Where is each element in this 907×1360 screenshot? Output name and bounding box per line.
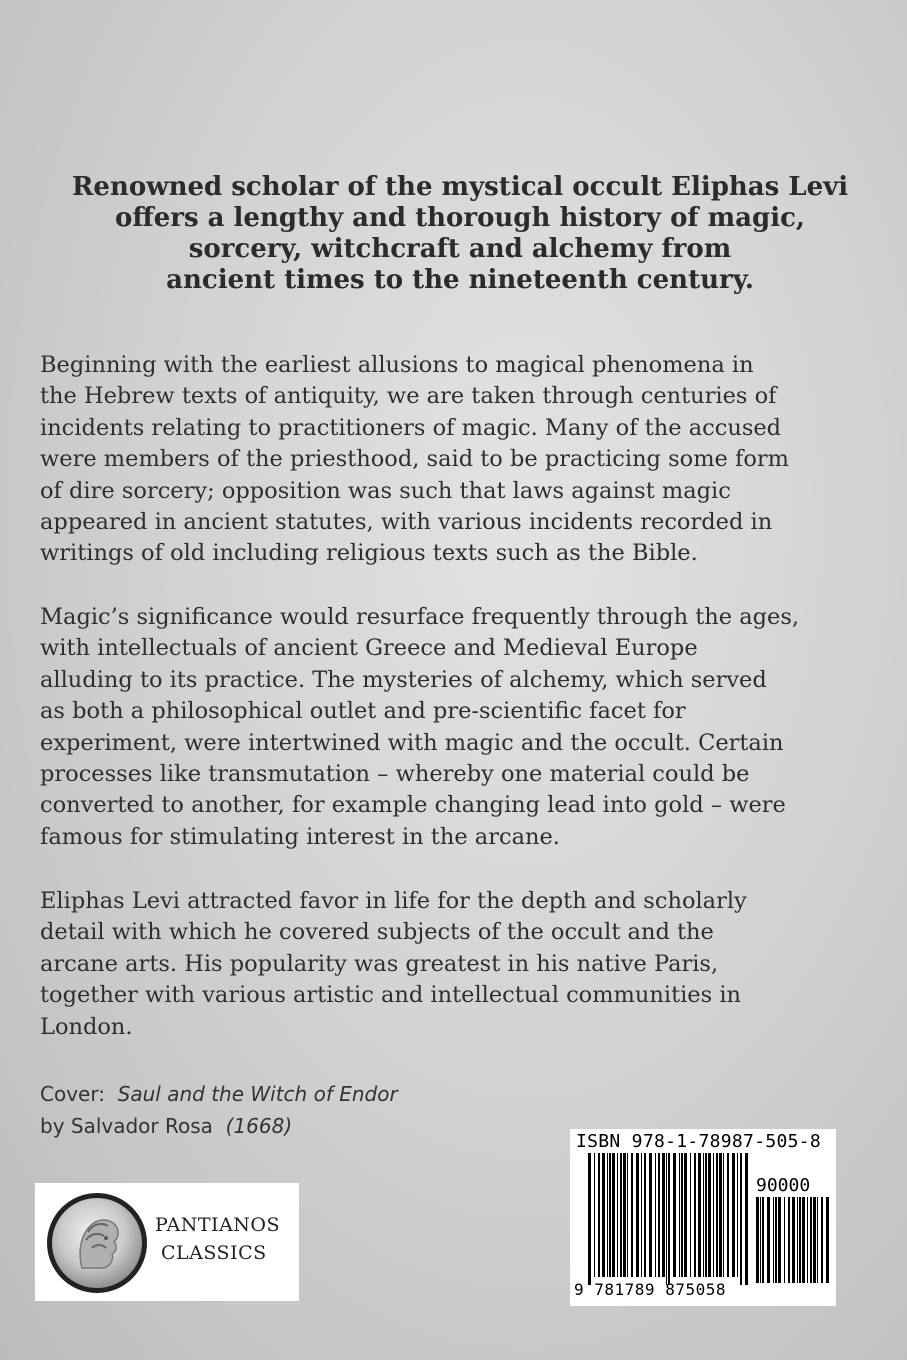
paragraph-line: London. — [40, 1013, 133, 1040]
coin-portrait-icon — [47, 1193, 147, 1293]
barcode-bar — [681, 1153, 683, 1277]
barcode-bar — [778, 1197, 781, 1283]
barcode-bar — [716, 1153, 718, 1277]
paragraph-line: alluding to its practice. The mysteries of alchemy, which served — [40, 666, 767, 693]
barcode-bar — [740, 1153, 742, 1285]
barcode-bar — [609, 1153, 611, 1277]
barcode-bar — [727, 1153, 729, 1277]
paragraph-line: as both a philosophical outlet and pre-scientific facet for — [40, 698, 686, 725]
barcode-bar — [631, 1153, 633, 1277]
barcode-bar — [799, 1197, 801, 1283]
barcode-bar — [723, 1153, 724, 1277]
blurb-line: offers a lengthy and thorough history of magic, — [115, 203, 805, 233]
barcode-bar — [620, 1153, 622, 1277]
cover-credit-line-2 — [40, 1110, 398, 1142]
barcode-bar — [703, 1153, 704, 1277]
paragraph-line: writings of old including religious texts such as the Bible. — [40, 540, 698, 567]
barcode-bar — [708, 1153, 711, 1277]
paragraph-line: famous for stimulating interest in the arcane. — [40, 823, 560, 850]
barcode-bar — [607, 1153, 608, 1277]
barcode-bar — [690, 1153, 691, 1277]
barcode-bar — [767, 1197, 770, 1283]
isbn-label: ISBN 978-1-78987-505-8 — [576, 1131, 822, 1152]
barcode-bar — [588, 1153, 591, 1285]
paragraph-3 — [40, 886, 880, 1043]
paragraph-line: with intellectuals of ancient Greece and Medieval Europe — [40, 635, 698, 662]
barcode-bar — [594, 1153, 595, 1277]
barcode-bar — [756, 1197, 759, 1283]
barcode-bar — [662, 1153, 665, 1277]
barcode-bar — [719, 1153, 722, 1277]
paragraph-line: incidents relating to practitioners of magic. Many of the accused — [40, 414, 782, 441]
isbn-barcode — [570, 1129, 836, 1306]
barcode-bar — [732, 1153, 735, 1277]
barcode-bar — [737, 1153, 738, 1277]
paragraph-line: of dire sorcery; opposition was such that laws against magic — [40, 477, 731, 504]
barcode-bar — [775, 1197, 777, 1283]
barcode-bar — [705, 1153, 707, 1277]
barcode-bar — [668, 1153, 670, 1285]
paragraph-1 — [40, 350, 880, 570]
barcode-bar — [821, 1197, 823, 1283]
barcode-bar — [760, 1197, 761, 1283]
barcode-bar — [617, 1153, 618, 1277]
paragraph-line: were members of the priesthood, said to be practicing some form — [40, 446, 789, 473]
barcode-bar — [813, 1197, 816, 1283]
barcode-bar — [810, 1197, 812, 1283]
barcode-bar — [817, 1197, 818, 1283]
cover-label: Cover: — [40, 1082, 105, 1106]
paragraph-line: the Hebrew texts of antiquity, we are taken through centuries of — [40, 383, 777, 410]
paragraph-line: arcane arts. His popularity was greatest in his native Paris, — [40, 950, 719, 977]
barcode-bar — [713, 1153, 714, 1277]
publisher-name — [155, 1211, 295, 1267]
barcode-bar — [797, 1197, 798, 1283]
barcode-bar — [684, 1153, 687, 1277]
barcode-bar — [636, 1153, 639, 1277]
barcode-bar — [612, 1153, 615, 1277]
barcode-bar — [598, 1153, 600, 1277]
paragraph-line: converted to another, for example changing lead into gold – were — [40, 792, 786, 819]
cover-artist: by Salvador Rosa — [40, 1114, 213, 1138]
barcode-bar — [655, 1153, 656, 1277]
barcode-bar — [658, 1153, 660, 1277]
barcode-bar — [649, 1153, 652, 1277]
publisher-logo — [35, 1183, 299, 1301]
barcode-digits: 9 781789 875058 — [574, 1280, 726, 1299]
paragraph-line: Eliphas Levi attracted favor in life for the depth and scholarly — [40, 888, 747, 914]
barcode-bar — [666, 1153, 667, 1285]
cover-year: (1668) — [225, 1114, 293, 1138]
paragraph-line: experiment, were intertwined with magic and the occult. Certain — [40, 729, 784, 756]
barcode-bar — [627, 1153, 628, 1277]
barcode-bar — [679, 1153, 680, 1277]
barcode-bar — [602, 1153, 605, 1277]
barcode-bar — [773, 1197, 774, 1283]
barcode-bar — [784, 1197, 785, 1283]
barcode-bar — [698, 1153, 701, 1277]
paragraph-line: Beginning with the earliest allusions to magical phenomena in — [40, 352, 754, 378]
blurb-line: sorcery, witchcraft and alchemy from — [188, 234, 732, 264]
cover-credit-line-1 — [40, 1078, 398, 1110]
barcode-bar — [788, 1197, 790, 1283]
barcode-bar — [745, 1153, 748, 1285]
barcode-bar — [826, 1197, 829, 1283]
blurb — [60, 172, 860, 296]
paragraph-line: Magic’s significance would resurface frequently through the ages, — [40, 604, 800, 630]
barcode-bar — [673, 1153, 676, 1277]
paragraph-line: together with various artistic and intellectual communities in — [40, 982, 742, 1009]
barcode-bar — [623, 1153, 626, 1277]
publisher-name-line-1: PANTIANOS — [155, 1214, 281, 1236]
blurb-line: ancient times to the nineteenth century. — [166, 265, 754, 295]
blurb-line: Renowned scholar of the mystical occult Eliphas Levi — [71, 172, 849, 202]
barcode-bar — [694, 1153, 696, 1277]
barcode-bar — [802, 1197, 805, 1283]
paragraph-line: detail with which he covered subjects of the occult and the — [40, 919, 714, 946]
paragraph-2 — [40, 602, 880, 853]
paragraph-line: processes like transmutation – whereby one material could be — [40, 761, 750, 788]
barcode-bar — [641, 1153, 642, 1277]
price-code: 90000 — [756, 1175, 811, 1196]
barcode-bar — [807, 1197, 808, 1283]
barcode-bar — [644, 1153, 646, 1277]
barcode-bar — [762, 1197, 764, 1283]
publisher-name-line-2: CLASSICS — [161, 1242, 267, 1264]
paragraph-line: appeared in ancient statutes, with various incidents recorded in — [40, 509, 773, 536]
barcode-bar — [792, 1197, 795, 1283]
cover-title: Saul and the Witch of Endor — [117, 1082, 398, 1106]
cover-credit — [40, 1078, 398, 1142]
